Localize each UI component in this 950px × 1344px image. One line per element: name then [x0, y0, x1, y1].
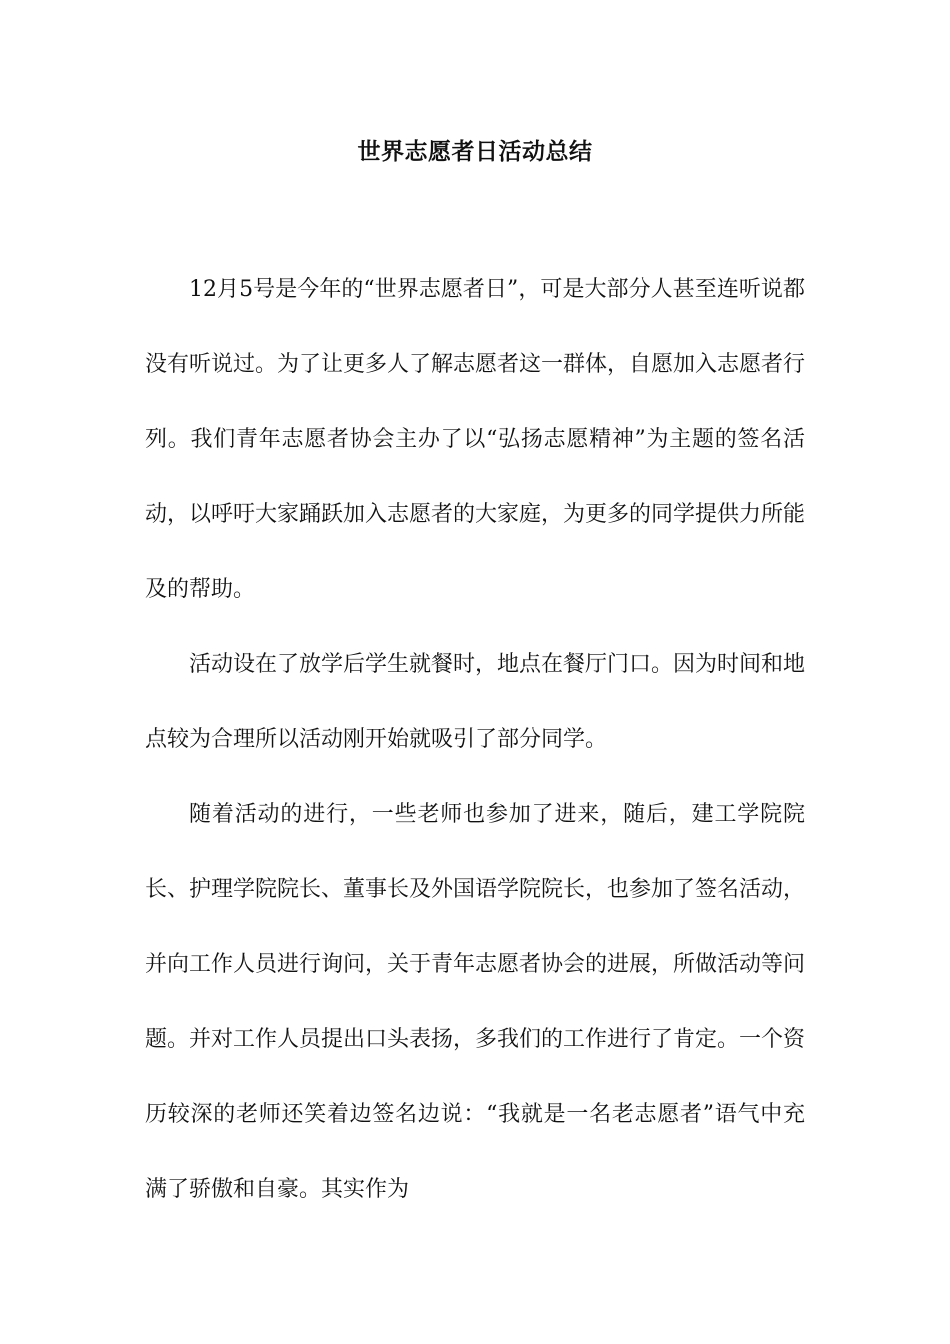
document-body [145, 252, 805, 1227]
paragraph-2: 活动设在了放学后学生就餐时，地点在餐厅门口。因为时间和地点较为合理所以活动刚开始就吸引了部分同学。 [145, 652, 806, 752]
paragraph-3: 随着活动的进行，一些老师也参加了进来，随后，建工学院院长、护理学院院长、董事长及外国语学院院长，也参加了签名活动，并向工作人员进行询问，关于青年志愿者协会的进展，所做活动等问题。并对工作人员提出口头表扬，多我们的工作进行了肯定。一个资历较深的老师还笑着边签名边说：“我就是一名老志愿者”语气中充满了骄傲和自豪。其实作为 [145, 802, 806, 1202]
document-title: 世界志愿者日活动总结 [357, 138, 593, 165]
paragraph-1: 12月5号是今年的“世界志愿者日”，可是大部分人甚至连听说都没有听说过。为了让更多人了解志愿者这一群体，自愿加入志愿者行列。我们青年志愿者协会主办了以“弘扬志愿精神”为主题的签名活动，以呼吁大家踊跃加入志愿者的大家庭，为更多的同学提供力所能及的帮助。 [145, 277, 806, 602]
